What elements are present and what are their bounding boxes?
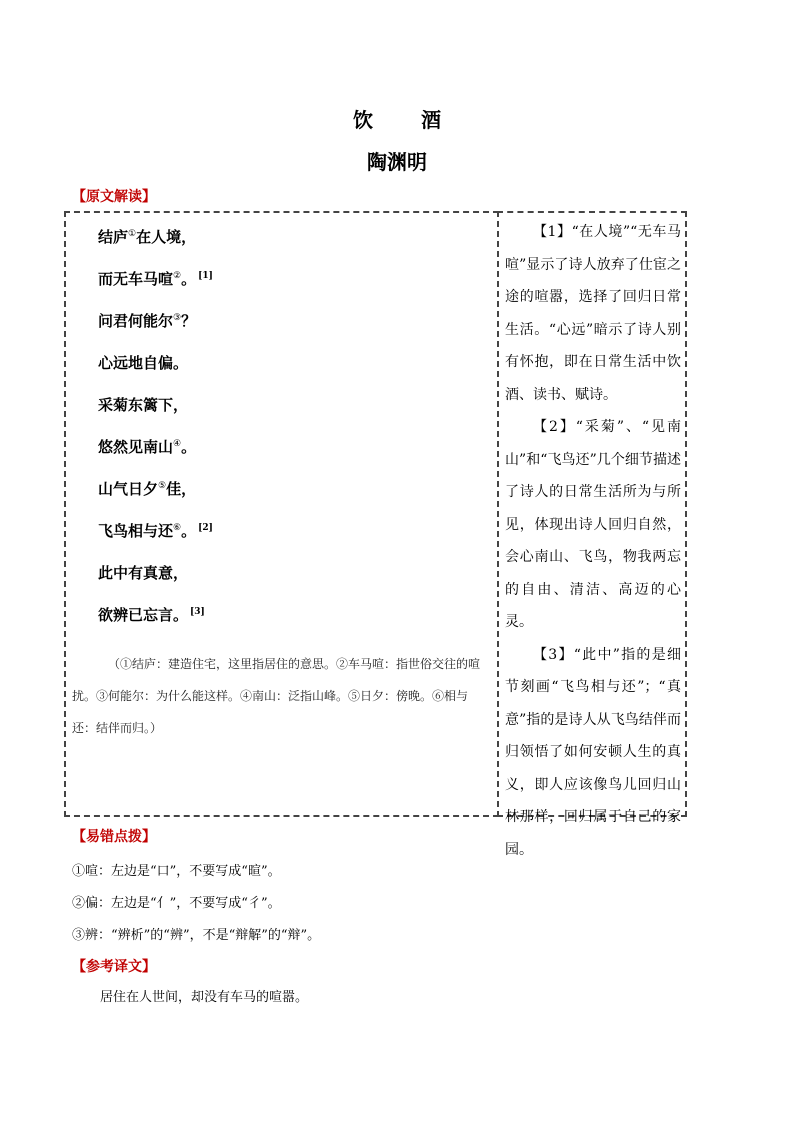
section-translation-heading: 【参考译文】 — [72, 959, 156, 975]
poem-line-text: 山气日夕 — [98, 480, 159, 498]
poem-line-text: 此中有真意， — [98, 564, 189, 582]
footnote-marker: ① — [128, 229, 137, 239]
error-item: ③辨：“辨析”的“辨”，不是“辩解”的“辩”。 — [72, 928, 321, 943]
poem-line-tail: 在人境， — [136, 228, 197, 246]
poem-line — [98, 394, 188, 415]
analysis-reference: [1] — [198, 271, 213, 281]
section-errors-heading: 【易错点拨】 — [72, 829, 156, 845]
footnote-marker: ④ — [173, 439, 182, 449]
analysis-paragraph: 【1】“在人境”“无车马喧”显示了诗人放弃了仕宦之途的喧嚣，选择了回归日常生活。“心远”暗示了诗人别有怀抱，即在日常生活中饮酒、读书、赋诗。 — [505, 224, 681, 403]
poem-line-tail: ？ — [181, 312, 197, 330]
poem-line — [98, 604, 205, 625]
footnote-marker: ③ — [173, 313, 182, 323]
poem-line-tail: 。 — [181, 522, 197, 540]
poem-line-text: 飞鸟相与还 — [98, 522, 174, 540]
poem-line-text: 问君何能尔 — [98, 312, 174, 330]
poem-line-text: 而无车马喧 — [98, 270, 174, 288]
poem-line-text: 悠然见南山 — [98, 438, 174, 456]
analysis-reference: [3] — [190, 607, 205, 617]
poem-line-text: 结庐 — [98, 228, 129, 246]
poem-line — [98, 520, 213, 541]
poem-notes: （①结庐：建造住宅，这里指居住的意思。②车马喧：指世俗交往的喧扰。③何能尔：为什么能这样。④南山：泛指山峰。⑤日夕：傍晚。⑥相与还：结伴而归。） — [72, 657, 481, 735]
error-item: ①喧：左边是“口”，不要写成“暄”。 — [72, 864, 281, 879]
poem-line — [98, 352, 188, 373]
poem-author: 陶渊明 — [367, 150, 427, 174]
translation-text: 居住在人世间，却没有车马的喧嚣。 — [100, 990, 309, 1005]
poem-line — [98, 436, 196, 457]
poem-line — [98, 310, 196, 331]
poem-line-text: 欲辨已忘言。 — [98, 606, 189, 624]
poem-line — [98, 562, 188, 583]
poem-line — [98, 478, 196, 499]
poem-line — [98, 226, 196, 247]
footnote-marker: ② — [173, 271, 182, 281]
analysis-paragraph: 【3】“此中”指的是细节刻画“飞鸟相与还”；“真意”指的是诗人从飞鸟结伴而归领悟了如何安顿人生的真义，即人应该像鸟儿回归山林那样，回归属于自己的家园。 — [505, 646, 681, 858]
footnote-marker: ⑤ — [158, 481, 167, 491]
poem-line-tail: 。 — [181, 270, 197, 288]
poem-title: 饮 酒 — [353, 108, 455, 132]
poem-line-text: 采菊东篱下， — [98, 396, 189, 414]
footnote-marker: ⑥ — [173, 523, 182, 533]
poem-line-text: 心远地自偏。 — [98, 354, 189, 372]
section-original-heading: 【原文解读】 — [72, 189, 156, 205]
analysis-paragraph: 【2】“采菊”、“见南山”和“飞鸟还”几个细节描述了诗人的日常生活所为与所见，体现出诗人回归自然，会心南山、飞鸟，物我两忘的自由、清洁、高迈的心灵。 — [505, 419, 681, 630]
analysis-reference: [2] — [198, 523, 213, 533]
analysis-text — [505, 216, 681, 866]
poem-line-tail: 。 — [181, 438, 197, 456]
poem-line — [98, 268, 213, 289]
error-item: ②偏：左边是“亻”，不要写成“彳”。 — [72, 896, 281, 911]
poem-line-tail: 佳， — [166, 480, 197, 498]
